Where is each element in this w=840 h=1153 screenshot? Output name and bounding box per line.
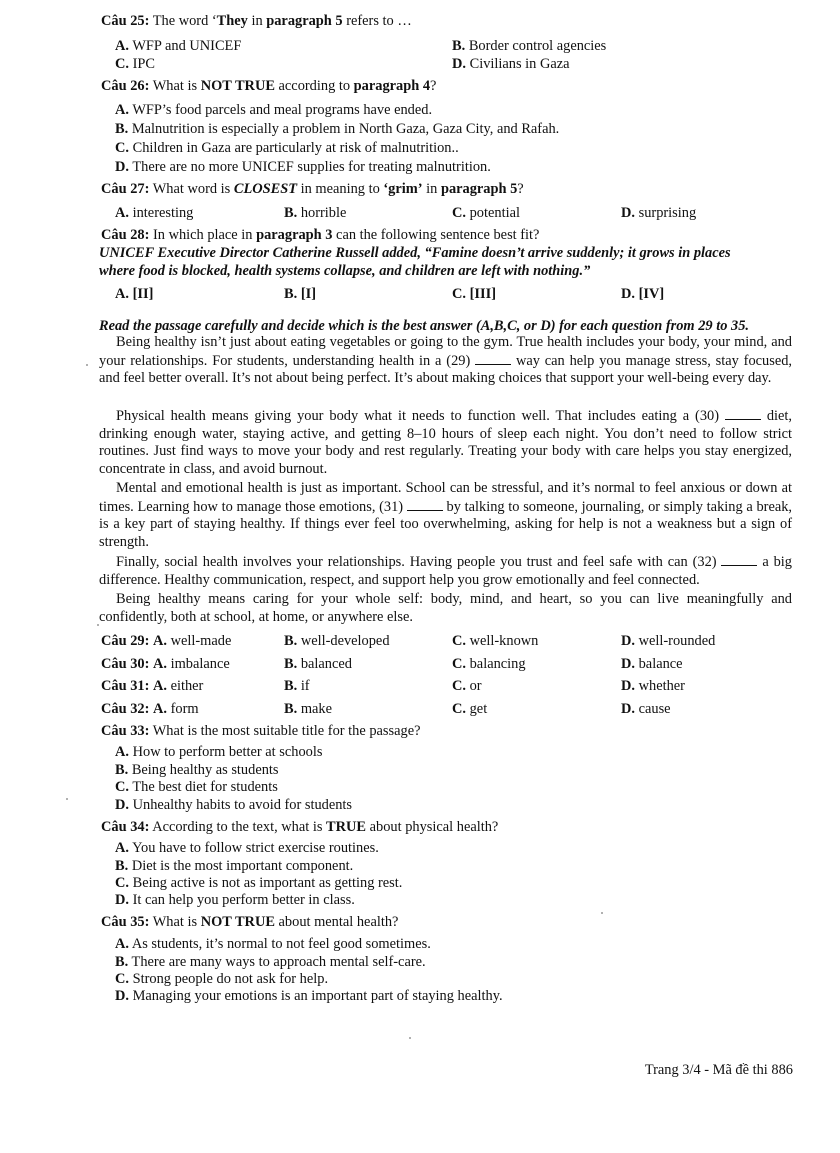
- scan-speck: [97, 624, 99, 626]
- option-text: Border control agencies: [468, 38, 607, 54]
- q33-option-a: [115, 743, 322, 761]
- option-letter: A.: [152, 656, 167, 672]
- option-text: surprising: [638, 205, 697, 221]
- passage-paragraph-5: Being healthy means caring for your whole self: body, mind, and heart, so you can live meaningfully and confidently, both at school, at home, or anywhere else.: [99, 591, 792, 625]
- stem-bold: paragraph 3: [256, 227, 333, 243]
- q34-option-c: [115, 874, 402, 892]
- option-text: Strong people do not ask for help.: [132, 971, 329, 987]
- option-text: balancing: [469, 656, 526, 672]
- question-28-stem: [101, 226, 801, 244]
- q27-option-a: [115, 204, 193, 222]
- stem-bold: TRUE: [326, 819, 367, 835]
- passage-paragraph-2: [99, 407, 792, 478]
- option-text: cause: [638, 701, 671, 717]
- option-text: The best diet for students: [132, 779, 278, 795]
- blank-30: [725, 407, 761, 420]
- q35-option-b: [115, 953, 426, 971]
- q26-option-d: [115, 158, 491, 176]
- scan-speck: [409, 1037, 411, 1039]
- option-text: well-rounded: [638, 633, 716, 649]
- option-text: Managing your emotions is an important part of staying healthy.: [132, 988, 503, 1004]
- option-text: balance: [638, 656, 683, 672]
- passage-paragraph-4: [99, 553, 792, 589]
- stem-text: refers to …: [342, 13, 412, 29]
- question-number: Câu 34:: [101, 819, 150, 835]
- option-text: if: [300, 678, 310, 694]
- question-number: Câu 26:: [101, 78, 150, 94]
- paragraph-text: diet, drinking enough water, staying active, and getting 8–10 hours of sleep each night. You don’t need to follow strict routines. Just find ways to move your body and rest regularly. Treating your body with care helps you stay energized, concentrate in class, and avoid burnout.: [99, 408, 793, 477]
- q26-option-b: [115, 120, 559, 138]
- option-letter: B.: [284, 286, 298, 302]
- option-letter: C.: [115, 875, 129, 891]
- question-number: Câu 32:: [101, 701, 150, 717]
- q29-option-a: [101, 632, 231, 650]
- stem-text: about physical health?: [366, 819, 499, 835]
- option-letter: B.: [284, 701, 298, 717]
- passage-paragraph-3: [99, 480, 792, 551]
- q25-option-d: [452, 55, 570, 73]
- option-letter: C.: [115, 779, 129, 795]
- option-text: horrible: [300, 205, 347, 221]
- option-text: well-developed: [300, 633, 390, 649]
- q30-option-d: [621, 655, 683, 673]
- question-34-stem: [101, 818, 801, 836]
- option-text: IPC: [132, 56, 156, 72]
- option-letter: D.: [115, 892, 129, 908]
- stem-bold: NOT TRUE: [200, 78, 275, 94]
- scan-speck: [601, 912, 603, 914]
- q26-option-c: [115, 139, 459, 157]
- paragraph-text: Being healthy isn’t just about eating vegetables or going to the gym. True health includes your body, your mind, and your relationships. For students, understanding health in a (29): [99, 334, 792, 369]
- option-text: make: [300, 701, 332, 717]
- q25-option-b: [452, 37, 606, 55]
- q28-quote-line-2: where food is blocked, health systems collapse, and children are left with nothing.”: [99, 263, 591, 279]
- option-text: balanced: [300, 656, 352, 672]
- option-text: [I]: [300, 286, 316, 302]
- option-letter: B.: [284, 656, 298, 672]
- q32-option-a: [101, 700, 199, 718]
- option-text: potential: [469, 205, 520, 221]
- option-letter: A.: [115, 38, 129, 54]
- option-letter: D.: [621, 205, 635, 221]
- stem-text: What is: [152, 78, 201, 94]
- stem-text: The word ‘: [152, 13, 217, 29]
- option-text: As students, it’s normal to not feel good sometimes.: [131, 936, 431, 952]
- q28-option-b: [284, 285, 316, 303]
- stem-text: In which place in: [152, 227, 257, 243]
- option-text: Civilians in Gaza: [469, 56, 570, 72]
- passage-instruction: Read the passage carefully and decide which is the best answer (A,B,C, or D) for each question from 29 to 35.: [99, 318, 749, 334]
- q35-option-c: [115, 970, 328, 988]
- stem-text: What is the most suitable title for the passage?: [152, 723, 421, 739]
- q34-option-a: [115, 839, 379, 857]
- q32-option-b: [284, 700, 332, 718]
- option-letter: C.: [115, 140, 129, 156]
- option-letter: C.: [115, 56, 129, 72]
- q30-option-c: [452, 655, 526, 673]
- question-number: Câu 35:: [101, 914, 150, 930]
- question-number: Câu 27:: [101, 181, 150, 197]
- option-text: get: [469, 701, 488, 717]
- option-text: There are no more UNICEF supplies for treating malnutrition.: [132, 159, 491, 175]
- question-number: Câu 31:: [101, 678, 150, 694]
- option-letter: C.: [452, 633, 466, 649]
- stem-text: What is: [152, 914, 201, 930]
- q34-option-d: [115, 891, 355, 909]
- option-letter: D.: [621, 633, 635, 649]
- option-letter: B.: [452, 38, 466, 54]
- stem-bold: ‘grim’: [383, 181, 423, 197]
- option-letter: C.: [452, 678, 466, 694]
- option-text: Diet is the most important component.: [131, 858, 354, 874]
- q27-option-d: [621, 204, 696, 222]
- option-text: form: [170, 701, 199, 717]
- question-33-stem: [101, 722, 801, 740]
- option-letter: B.: [284, 633, 298, 649]
- stem-bold: paragraph 5: [266, 13, 343, 29]
- question-27-stem: [101, 180, 801, 198]
- paragraph-text: a big difference. Healthy communication, respect, and support help you grow emotionally and feel connected.: [99, 554, 792, 588]
- q28-option-d: [621, 285, 664, 303]
- q28-quote-line-1: UNICEF Executive Director Catherine Russell added, “Famine doesn’t arrive suddenly; it grows in places: [99, 245, 731, 261]
- option-letter: B.: [115, 762, 129, 778]
- stem-text: in: [422, 181, 441, 197]
- q30-option-a: [101, 655, 230, 673]
- option-letter: B.: [115, 858, 129, 874]
- paragraph-text: Mental and emotional health is just as important. School can be stressful, and it’s normal to feel anxious or down at times. Learning how to manage those emotions, (31): [99, 480, 792, 515]
- option-text: WFP’s food parcels and meal programs have ended.: [132, 102, 433, 118]
- q31-option-a: [101, 677, 203, 695]
- option-text: Being active is not as important as getting rest.: [132, 875, 403, 891]
- q30-option-b: [284, 655, 352, 673]
- paragraph-text: Physical health means giving your body what it needs to function well. That includes eating a (30): [116, 408, 725, 424]
- q28-option-a: [115, 285, 153, 303]
- option-letter: A.: [115, 205, 129, 221]
- question-number: Câu 33:: [101, 723, 150, 739]
- option-letter: B.: [284, 205, 298, 221]
- option-text: There are many ways to approach mental self-care.: [131, 954, 426, 970]
- option-letter: A.: [115, 744, 129, 760]
- stem-text: according to: [274, 78, 354, 94]
- stem-bold: They: [216, 13, 248, 29]
- q33-option-c: [115, 778, 278, 796]
- option-text: Children in Gaza are particularly at risk of malnutrition..: [132, 140, 459, 156]
- option-letter: C.: [452, 205, 466, 221]
- question-26-stem: [101, 77, 801, 95]
- blank-29: [475, 352, 511, 365]
- q29-option-c: [452, 632, 538, 650]
- stem-bold: paragraph 4: [353, 78, 431, 94]
- q27-option-b: [284, 204, 346, 222]
- option-text: or: [469, 678, 482, 694]
- option-letter: C.: [452, 656, 466, 672]
- option-text: You have to follow strict exercise routines.: [132, 840, 379, 856]
- question-number: Câu 25:: [101, 13, 150, 29]
- option-letter: D.: [621, 678, 635, 694]
- question-35-stem: [101, 913, 801, 931]
- option-letter: C.: [452, 286, 466, 302]
- option-letter: B.: [115, 121, 129, 137]
- q33-option-d: [115, 796, 352, 814]
- option-text: It can help you perform better in class.: [132, 892, 355, 908]
- q29-option-b: [284, 632, 390, 650]
- stem-text: According to the text, what is: [152, 819, 327, 835]
- paragraph-text: way can help you manage stress, stay focused, and feel better overall. It’s not about being perfect. It’s about making choices that support your well-being every day.: [99, 352, 792, 387]
- option-letter: A.: [115, 102, 129, 118]
- option-text: [III]: [469, 286, 496, 302]
- option-text: [II]: [132, 286, 154, 302]
- option-text: Being healthy as students: [131, 762, 279, 778]
- option-letter: D.: [115, 988, 129, 1004]
- option-letter: D.: [621, 701, 635, 717]
- stem-bold: NOT TRUE: [200, 914, 275, 930]
- q31-option-d: [621, 677, 685, 695]
- option-letter: B.: [284, 678, 298, 694]
- stem-bold: paragraph 5: [440, 181, 518, 197]
- q25-option-c: [115, 55, 155, 73]
- scan-speck: [86, 364, 88, 366]
- stem-text: ?: [430, 78, 437, 94]
- blank-31: [407, 498, 443, 511]
- stem-text: in: [247, 13, 267, 29]
- option-letter: D.: [452, 56, 466, 72]
- q25-option-a: [115, 37, 241, 55]
- option-text: WFP and UNICEF: [132, 38, 242, 54]
- option-text: well-known: [469, 633, 539, 649]
- q34-option-b: [115, 857, 353, 875]
- option-letter: C.: [452, 701, 466, 717]
- option-text: imbalance: [170, 656, 230, 672]
- option-letter: A.: [152, 633, 167, 649]
- option-letter: A.: [152, 678, 167, 694]
- option-text: interesting: [132, 205, 194, 221]
- question-25-stem: [101, 12, 801, 30]
- stem-text: can the following sentence best fit?: [332, 227, 540, 243]
- paragraph-text: Finally, social health involves your relationships. Having people you trust and feel safe with can (32): [116, 554, 722, 570]
- q29-option-d: [621, 632, 715, 650]
- stem-text: ?: [517, 181, 524, 197]
- paragraph-text: by talking to someone, journaling, or simply taking a break, is a key part of staying healthy. If things ever feel too overwhelming, asking for help is not a weakness but a sign of strength.: [99, 498, 793, 550]
- option-text: Malnutrition is especially a problem in North Gaza, Gaza City, and Rafah.: [131, 121, 560, 137]
- q32-option-d: [621, 700, 671, 718]
- option-text: How to perform better at schools: [132, 744, 323, 760]
- option-letter: D.: [621, 286, 635, 302]
- option-text: whether: [638, 678, 685, 694]
- option-letter: A.: [152, 701, 167, 717]
- option-letter: D.: [115, 797, 129, 813]
- stem-bold-italic: CLOSEST: [233, 181, 298, 197]
- q35-option-d: [115, 987, 503, 1005]
- option-letter: A.: [115, 936, 129, 952]
- page-footer: Trang 3/4 - Mã đề thi 886: [644, 1062, 793, 1078]
- blank-32: [721, 553, 757, 566]
- q27-option-c: [452, 204, 520, 222]
- question-number: Câu 30:: [101, 656, 150, 672]
- question-number: Câu 29:: [101, 633, 150, 649]
- option-text: either: [170, 678, 204, 694]
- option-letter: C.: [115, 971, 129, 987]
- q33-option-b: [115, 761, 279, 779]
- option-letter: A.: [115, 286, 129, 302]
- stem-text: about mental health?: [274, 914, 399, 930]
- stem-text: What word is: [152, 181, 234, 197]
- stem-text: in meaning to: [297, 181, 384, 197]
- passage-paragraph-1: [99, 334, 792, 388]
- option-text: Unhealthy habits to avoid for students: [132, 797, 353, 813]
- q26-option-a: [115, 101, 432, 119]
- question-number: Câu 28:: [101, 227, 150, 243]
- q35-option-a: [115, 935, 431, 953]
- scan-speck: [66, 798, 68, 800]
- q32-option-c: [452, 700, 487, 718]
- q31-option-c: [452, 677, 482, 695]
- option-letter: A.: [115, 840, 129, 856]
- option-text: [IV]: [638, 286, 665, 302]
- option-letter: B.: [115, 954, 129, 970]
- q28-option-c: [452, 285, 496, 303]
- option-letter: D.: [115, 159, 129, 175]
- option-letter: D.: [621, 656, 635, 672]
- option-text: well-made: [170, 633, 232, 649]
- q31-option-b: [284, 677, 310, 695]
